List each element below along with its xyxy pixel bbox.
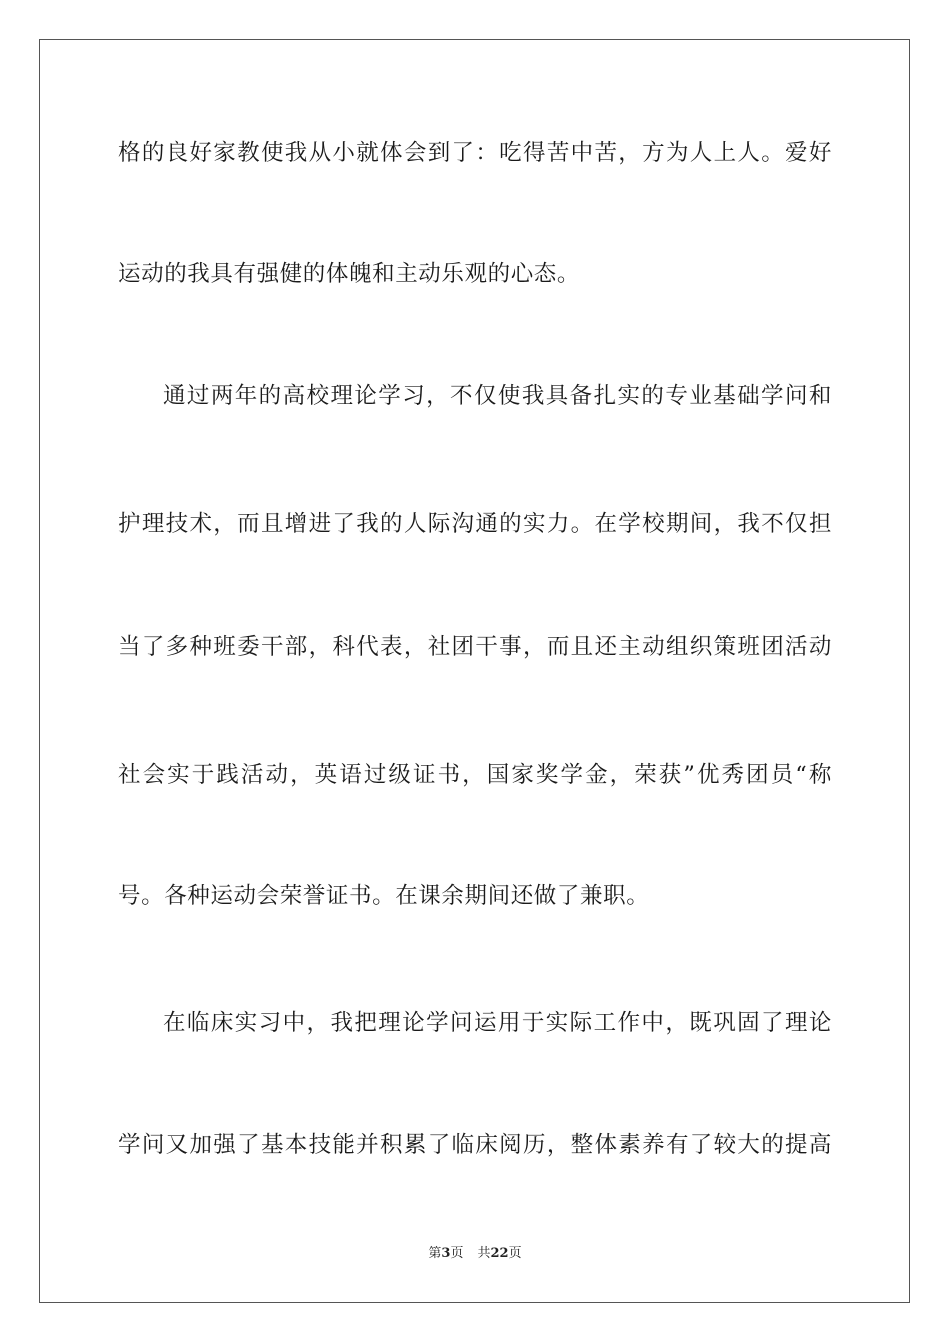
text-line-6: 社会实于践活动，英语过级证书，国家奖学金，荣获”优秀团员“称 bbox=[118, 762, 832, 788]
text-line-3: 通过两年的高校理论学习，不仅使我具备扎实的专业基础学问和 bbox=[163, 383, 832, 409]
footer-total-pages: 22 bbox=[490, 1246, 509, 1261]
page-footer bbox=[0, 1246, 950, 1262]
footer-page-prefix: 第 bbox=[428, 1246, 442, 1261]
text-line-1: 格的良好家教使我从小就体会到了：吃得苦中苦，方为人上人。爱好 bbox=[118, 140, 832, 166]
text-line-5: 当了多种班委干部，科代表，社团干事，而且还主动组织策班团活动 bbox=[118, 634, 832, 660]
footer-total-prefix: 共 bbox=[477, 1246, 491, 1261]
text-line-7: 号。各种运动会荣誉证书。在课余期间还做了兼职。 bbox=[118, 883, 650, 909]
footer-total-suffix: 页 bbox=[508, 1246, 522, 1261]
text-line-2: 运动的我具有强健的体魄和主动乐观的心态。 bbox=[118, 261, 581, 287]
page-border bbox=[39, 39, 910, 1303]
footer-page-number: 3 bbox=[441, 1246, 451, 1261]
text-line-4: 护理技术，而且增进了我的人际沟通的实力。在学校期间，我不仅担 bbox=[118, 511, 832, 537]
text-line-8: 在临床实习中，我把理论学问运用于实际工作中，既巩固了理论 bbox=[163, 1010, 832, 1036]
footer-page-suffix: 页 bbox=[450, 1246, 464, 1261]
text-line-9: 学问又加强了基本技能并积累了临床阅历，整体素养有了较大的提高 bbox=[118, 1132, 832, 1158]
